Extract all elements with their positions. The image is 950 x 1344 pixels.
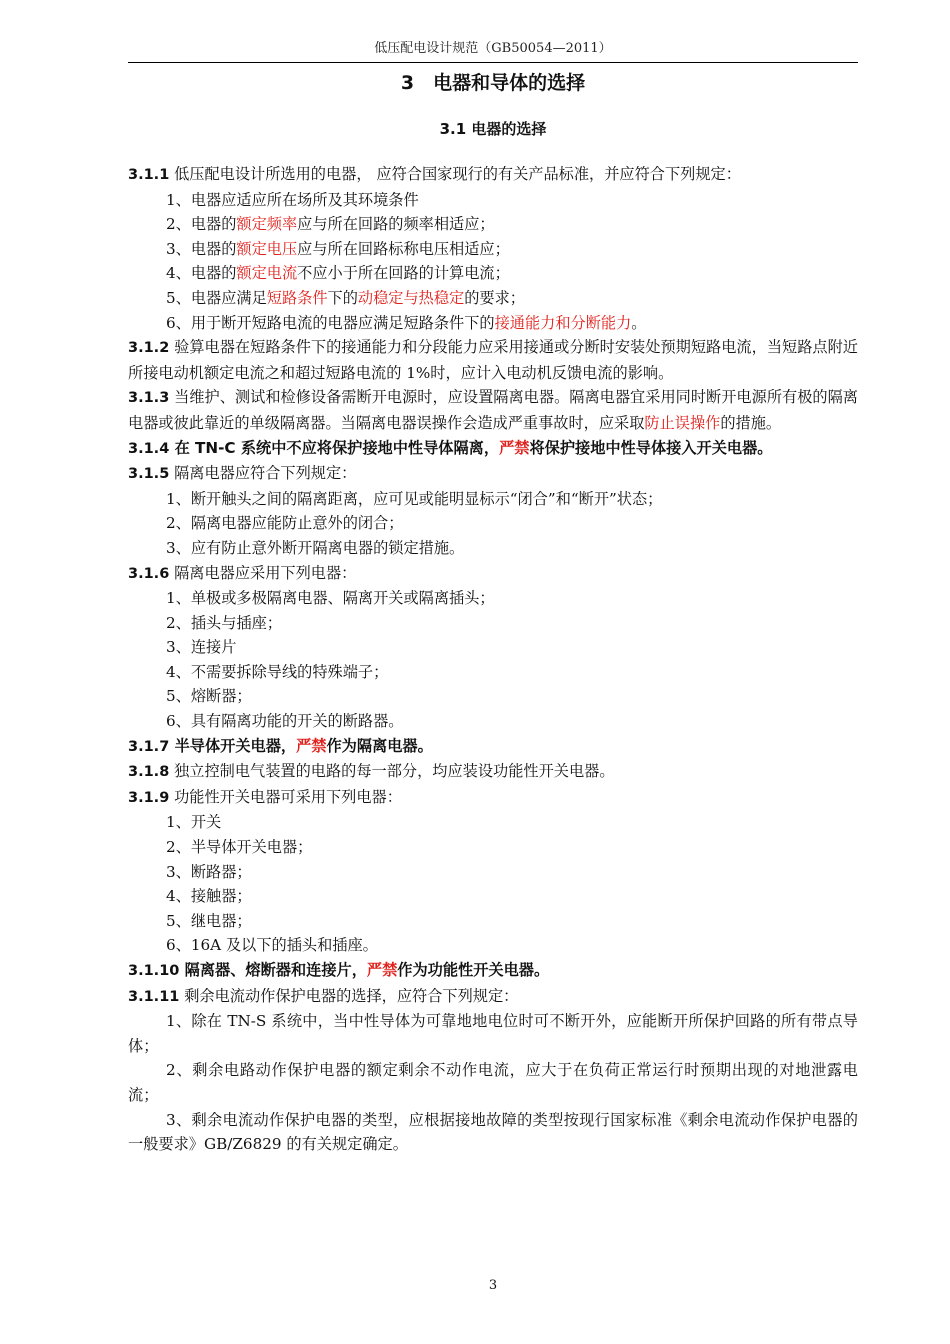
list-item: 5、熔断器； — [166, 687, 252, 706]
list-item: 2、半导体开关电器； — [166, 838, 313, 857]
clause-3-1-10: 3.1.10 隔离器、熔断器和连接片，严禁作为功能性开关电器。 — [128, 961, 550, 979]
list-item: 2、剩余电路动作保护电器的额定剩余不动作电流，应大于在负荷正常运行时预期出现的对地泄露电流； — [128, 1061, 858, 1104]
clause-number: 3.1.8 — [128, 764, 170, 781]
list-item: 5、电器应满足短路条件下的动稳定与热稳定的要求； — [166, 288, 525, 307]
clause-number: 3.1.1 — [128, 167, 170, 183]
clause-3-1-3: 3.1.3 当维护、测试和检修设备需断开电源时，应设置隔离电器。隔离电器宜采用同时断开电源所有极的隔离电器或彼此靠近的单级隔离器。当隔离电器误操作会造成严重事故时，应采取防止误操作的措施。 — [128, 388, 858, 432]
section-title: 3.1 电器的选择 — [439, 120, 547, 138]
clause-3-1-8: 3.1.8 独立控制电气装置的电路的每一部分，均应装设功能性开关电器。 — [128, 762, 615, 781]
highlight-term: 接通能力和分断能力 — [494, 313, 632, 332]
list-item: 4、接触器； — [166, 887, 252, 906]
clause-3-1-11: 3.1.11 剩余电流动作保护电器的选择，应符合下列规定： — [128, 986, 519, 1005]
list-item: 5、继电器； — [166, 911, 252, 930]
list-item: 1、除在 TN-S 系统中，当中性导体为可靠地地电位时可不断开外，应能断开所保护回路的所有带点导体； — [128, 1012, 858, 1055]
clause-3-1-4: 3.1.4 在 TN-C 系统中不应将保护接地中性导体隔离，严禁将保护接地中性导体接入开关电器。 — [128, 438, 773, 457]
clause-number: 3.1.10 — [128, 963, 180, 979]
clause-3-1-2 — [128, 335, 858, 385]
clause-3-1-9: 3.1.9 功能性开关电器可采用下列电器： — [128, 787, 402, 806]
highlight-term: 额定电压 — [236, 239, 298, 258]
clause-number: 3.1.9 — [128, 789, 170, 806]
clause-number: 3.1.7 — [128, 738, 170, 755]
clause-3-1-7: 3.1.7 半导体开关电器，严禁作为隔离电器。 — [128, 736, 433, 755]
highlight-term: 严禁 — [499, 438, 530, 457]
clause-3-1-1 — [128, 162, 858, 188]
list-item: 3、断路器； — [166, 862, 252, 881]
highlight-term: 防止误操作 — [644, 413, 721, 432]
highlight-term: 短路条件 — [266, 288, 328, 307]
list-item: 6、16A 及以下的插头和插座。 — [166, 936, 378, 955]
highlight-term: 额定电流 — [236, 264, 298, 283]
clause-number: 3.1.6 — [128, 565, 170, 582]
list-item: 3、剩余电流动作保护电器的类型，应根据接地故障的类型按现行国家标准《剩余电流动作保护电器的一般要求》GB/Z6829 的有关规定确定。 — [128, 1110, 858, 1154]
list-item: 2、插头与插座； — [166, 613, 282, 632]
clause-number: 3.1.2 — [128, 340, 170, 357]
clause-3-1-5: 3.1.5 隔离电器应符合下列规定： — [128, 464, 357, 483]
highlight-term: 严禁 — [296, 736, 327, 755]
list-item: 1、断开触头之间的隔离距离，应可见或能明显标示“闭合”和“断开”状态； — [166, 489, 663, 508]
list-item: 3、电器的额定电压应与所在回路标称电压相适应； — [166, 239, 510, 258]
list-item: 2、电器的额定频率应与所在回路的频率相适应； — [166, 215, 495, 234]
list-item: 3、应有防止意外断开隔离电器的锁定措施。 — [166, 538, 465, 557]
clause-number: 3.1.3 — [128, 390, 170, 407]
highlight-term: 严禁 — [366, 961, 398, 979]
running-header: 低压配电设计规范（GB50054—2011） — [374, 41, 612, 56]
list-item: 1、开关 — [166, 813, 222, 832]
highlight-term: 动稳定与热稳定 — [357, 288, 465, 307]
list-item: 1、单极或多极隔离电器、隔离开关或隔离插头； — [166, 589, 495, 608]
clause-text: 验算电器在短路条件下的接通能力和分段能力应采用接通或分断时安装处预期短路电流，当短路点附近所接电动机额定电流之和超过短路电流的 1%时，应计入电动机反馈电流的影响。 — [128, 338, 858, 382]
clause-text: 低压配电设计所选用的电器， 应符合国家现行的有关产品标准，并应符合下列规定： — [169, 165, 741, 183]
list-item: 1、电器应适应所在场所及其环境条件 — [166, 190, 419, 209]
clause-number: 3.1.11 — [128, 988, 180, 1005]
clause-3-1-6: 3.1.6 隔离电器应采用下列电器： — [128, 563, 357, 582]
page-number: 3 — [488, 1278, 498, 1293]
list-item: 3、连接片 — [166, 638, 237, 657]
list-item: 2、隔离电器应能防止意外的闭合； — [166, 514, 404, 533]
list-item: 6、具有隔离功能的开关的断路器。 — [166, 712, 404, 731]
list-item: 6、用于断开短路电流的电器应满足短路条件下的接通能力和分断能力。 — [166, 313, 647, 332]
document-body — [128, 162, 858, 1157]
header-rule — [128, 62, 858, 63]
highlight-term: 额定频率 — [236, 215, 298, 234]
clause-number: 3.1.5 — [128, 466, 170, 483]
chapter-title: 3 电器和导体的选择 — [400, 72, 586, 94]
list-item: 4、电器的额定电流不应小于所在回路的计算电流； — [166, 264, 510, 283]
list-item: 4、不需要拆除导线的特殊端子； — [166, 662, 389, 681]
clause-number: 3.1.4 — [128, 440, 170, 457]
